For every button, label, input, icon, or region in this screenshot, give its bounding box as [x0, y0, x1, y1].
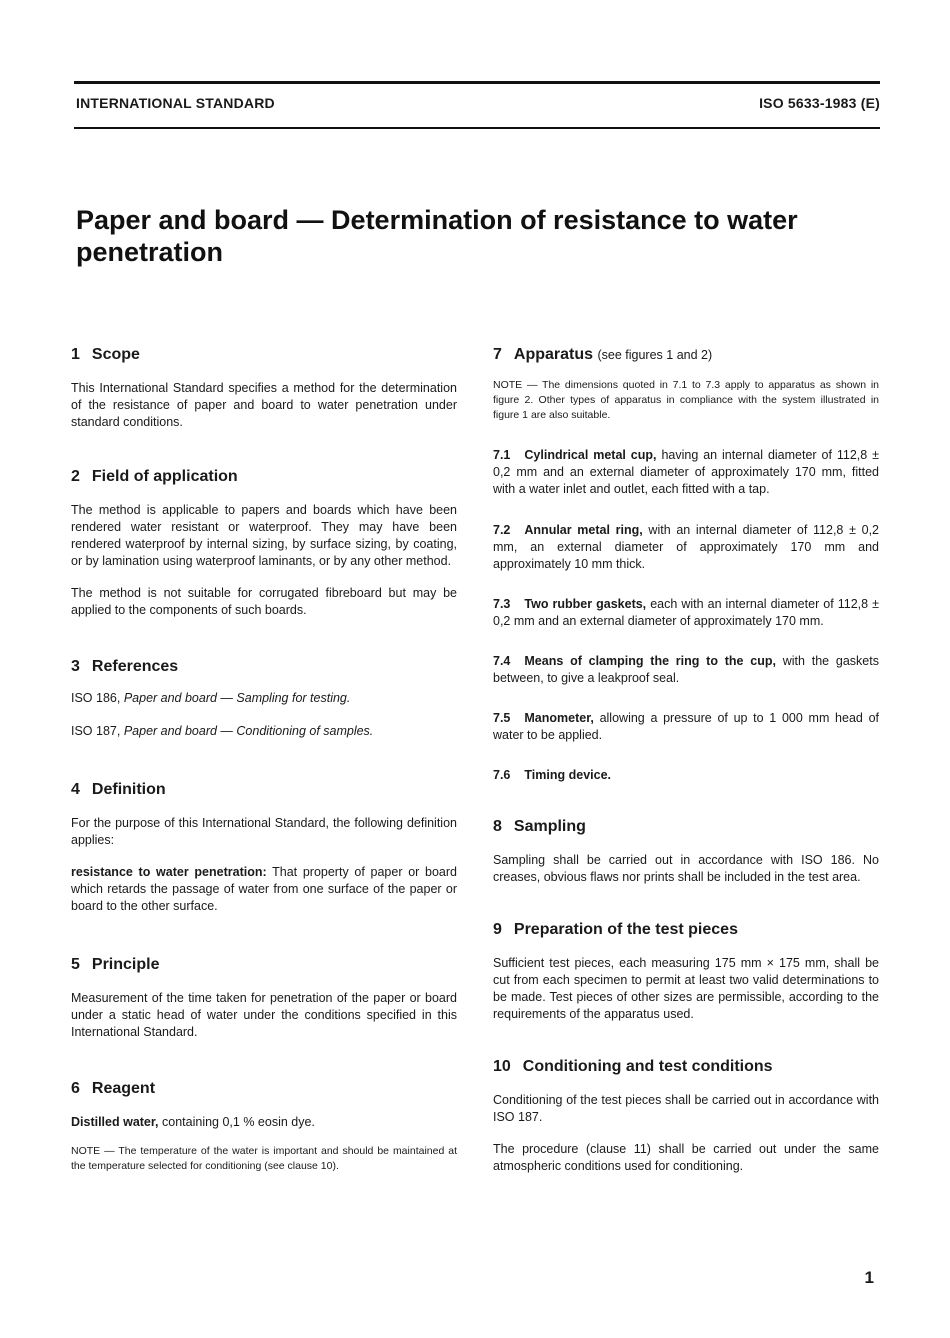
section-heading: 7 Apparatus (see figures 1 and 2)	[493, 346, 713, 363]
apparatus-item: 7.3 Two rubber gaskets, each with an internal diameter of 112,8 ± 0,2 mm and an external diameter of approximately 170 mm.	[493, 597, 879, 628]
section-references	[71, 657, 457, 740]
left-column	[71, 345, 457, 1174]
reagent-note: NOTE — The temperature of the water is important and should be maintained at the temperature selected for conditioning (see clause 10).	[71, 1145, 457, 1172]
section-heading: 3 References	[71, 658, 179, 675]
scope-text: This International Standard specifies a method for the determination of the resistance of paper and board to water penetration under standard conditions.	[71, 381, 457, 429]
apparatus-item: 7.5 Manometer, allowing a pressure of up to 1 000 mm head of water to be applied.	[493, 711, 879, 742]
principle-text: Measurement of the time taken for penetration of the paper or board under a static head of water under the conditions specified in this International Standard.	[71, 991, 457, 1039]
section-sampling	[493, 817, 879, 886]
section-principle	[71, 955, 457, 1041]
section-preparation	[493, 920, 879, 1023]
preparation-text: Sufficient test pieces, each measuring 175 mm × 175 mm, shall be cut from each specimen to permit at least two valid determinations to be made. Test pieces of other sizes are permissible, according to the requirements of the apparatus used.	[493, 956, 879, 1021]
apparatus-item: 7.2 Annular metal ring, with an internal diameter of 112,8 ± 0,2 mm, an external diameter of approximately 170 mm and approximately 10 mm thick.	[493, 523, 879, 571]
field-text-1: The method is applicable to papers and boards which have been rendered water resistant or waterproof. They may have been rendered waterproof by internal sizing, by surface sizing, by coating, or by lamination using waterproof laminants, or by any other method.	[71, 503, 457, 568]
sampling-text: Sampling shall be carried out in accordance with ISO 186. No creases, obvious flaws nor prints shall be included in the test area.	[493, 853, 879, 884]
section-heading: 4 Definition	[71, 781, 166, 798]
conditioning-text-2: The procedure (clause 11) shall be carried out under the same atmospheric conditions used for conditioning.	[493, 1142, 879, 1173]
section-heading: 5 Principle	[71, 956, 160, 973]
standard-number: ISO 5633-1983 (E)	[759, 95, 880, 111]
section-heading: 10 Conditioning and test conditions	[493, 1058, 773, 1075]
section-heading: 1 Scope	[71, 346, 140, 363]
apparatus-item: 7.1 Cylindrical metal cup, having an internal diameter of 112,8 ± 0,2 mm and an external diameter of approximately 170 mm, fitted with a water inlet and outlet, each fitted with a tap.	[493, 448, 879, 496]
header-bottom-rule	[74, 127, 880, 129]
reference-iso-187: ISO 187, Paper and board — Conditioning of samples.	[71, 724, 374, 738]
reagent-text: Distilled water, containing 0,1 % eosin dye.	[71, 1115, 315, 1129]
section-heading: 6 Reagent	[71, 1080, 156, 1097]
right-column	[493, 345, 879, 1175]
page-title: Paper and board — Determination of resistance to water penetration	[76, 205, 798, 267]
apparatus-item: 7.6 Timing device.	[493, 768, 611, 782]
section-heading: 2 Field of application	[71, 468, 238, 485]
definition-entry: resistance to water penetration: That property of paper or board which retards the passage of water from one surface of the paper or board to the other surface.	[71, 865, 457, 913]
section-reagent	[71, 1079, 457, 1174]
apparatus-item: 7.4 Means of clamping the ring to the cup, with the gaskets between, to give a leakproof seal.	[493, 654, 879, 685]
reference-iso-186: ISO 186, Paper and board — Sampling for testing.	[71, 691, 351, 705]
definition-intro: For the purpose of this International Standard, the following definition applies:	[71, 816, 457, 847]
section-field-of-application	[71, 467, 457, 619]
section-apparatus	[493, 345, 879, 784]
header-top-rule	[74, 81, 880, 84]
section-definition	[71, 780, 457, 915]
page-number: 1	[864, 1268, 874, 1287]
section-heading: 9 Preparation of the test pieces	[493, 921, 738, 938]
field-text-2: The method is not suitable for corrugated fibreboard but may be applied to the components of such boards.	[71, 586, 457, 617]
document-type-label: INTERNATIONAL STANDARD	[76, 95, 275, 111]
apparatus-note: NOTE — The dimensions quoted in 7.1 to 7.3 apply to apparatus as shown in figure 2. Other types of apparatus in compliance with the system illustrated in figure 1 are also suitable.	[493, 379, 879, 421]
section-conditioning	[493, 1057, 879, 1175]
section-heading: 8 Sampling	[493, 818, 586, 835]
section-scope	[71, 345, 457, 431]
conditioning-text-1: Conditioning of the test pieces shall be carried out in accordance with ISO 187.	[493, 1093, 879, 1124]
